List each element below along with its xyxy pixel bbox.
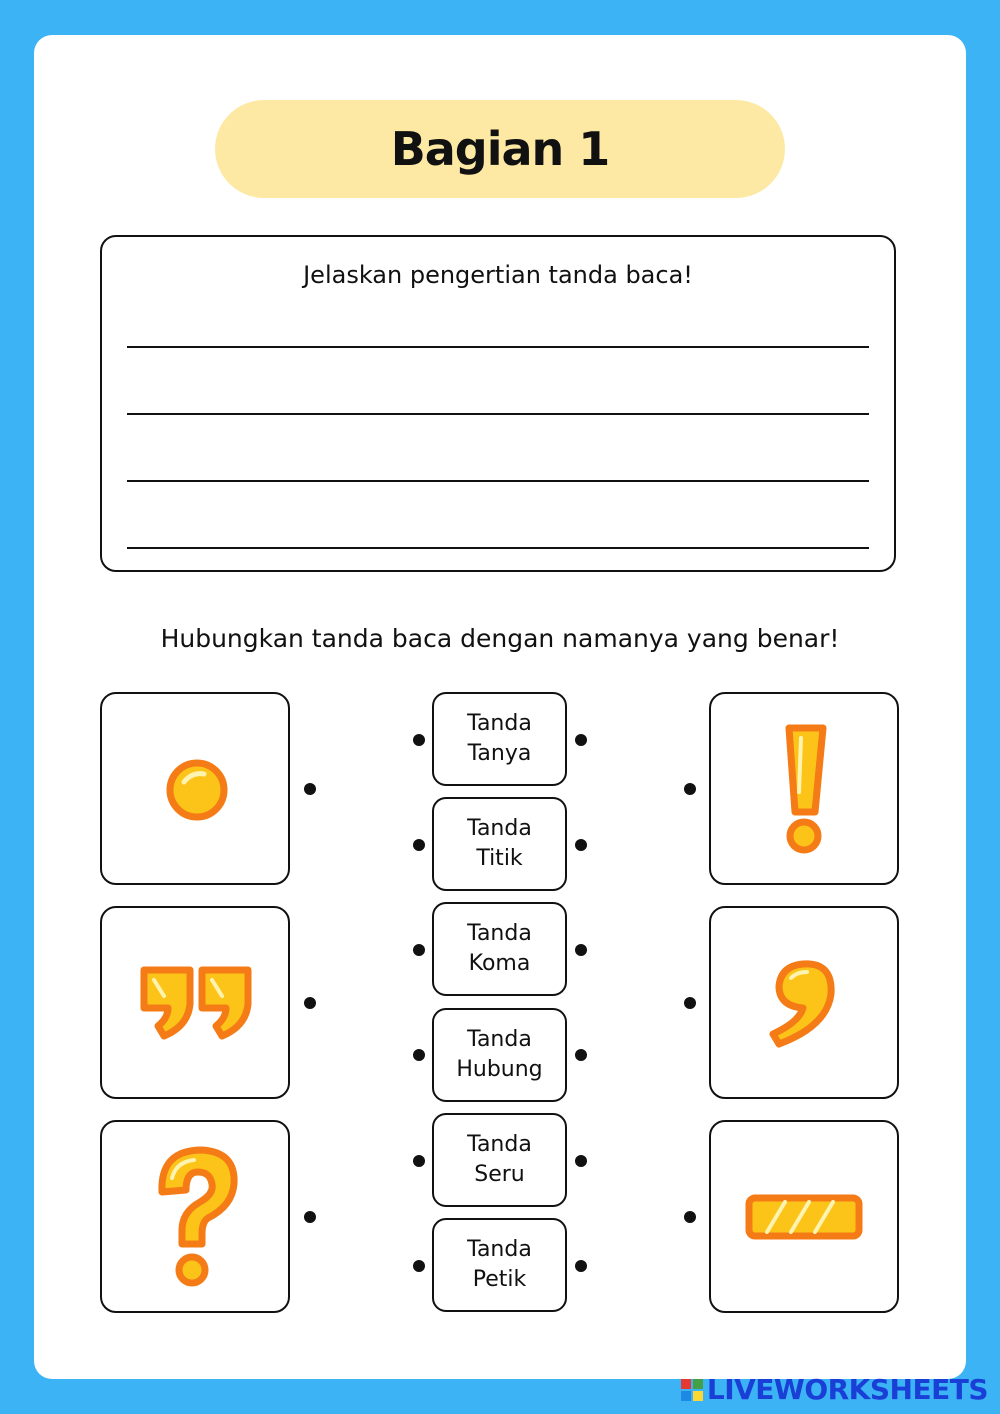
page-title: Bagian 1 — [390, 122, 610, 176]
connector-dot[interactable] — [575, 1049, 587, 1061]
label-text: Tanda Hubung — [456, 1027, 543, 1082]
connector-dot[interactable] — [575, 1155, 587, 1167]
label-card-tanda-petik[interactable] — [432, 1218, 567, 1312]
label-text: Tanda Seru — [467, 1132, 532, 1187]
symbol-card-period — [100, 692, 290, 885]
label-text: Tanda Tanya — [467, 711, 532, 766]
period-icon — [102, 694, 287, 882]
question-mark-icon — [102, 1122, 287, 1310]
question-box — [100, 235, 896, 572]
title-banner — [215, 100, 785, 198]
connector-dot[interactable] — [413, 839, 425, 851]
symbol-card-hyphen — [709, 1120, 899, 1313]
label-text: Tanda Titik — [467, 816, 532, 871]
symbol-card-quotation — [100, 906, 290, 1099]
connector-dot[interactable] — [575, 1260, 587, 1272]
symbol-card-question — [100, 1120, 290, 1313]
connector-dot[interactable] — [304, 997, 316, 1009]
question-text: Jelaskan pengertian tanda baca! — [303, 261, 693, 289]
connector-dot[interactable] — [304, 1211, 316, 1223]
label-card-tanda-koma[interactable] — [432, 902, 567, 996]
connector-dot[interactable] — [413, 1155, 425, 1167]
connector-dot[interactable] — [413, 734, 425, 746]
matching-instruction: Hubungkan tanda baca dengan namanya yang benar! — [160, 624, 840, 653]
brand-watermark — [681, 1373, 988, 1406]
symbol-card-exclamation — [709, 692, 899, 885]
hyphen-icon — [711, 1122, 896, 1310]
label-card-tanda-tanya[interactable] — [432, 692, 567, 786]
label-text: Tanda Petik — [467, 1237, 532, 1292]
liveworksheets-logo-icon — [681, 1379, 703, 1401]
connector-dot[interactable] — [413, 1260, 425, 1272]
quotation-mark-icon — [102, 908, 287, 1096]
label-card-tanda-titik[interactable] — [432, 797, 567, 891]
answer-line-2[interactable] — [127, 413, 869, 415]
connector-dot[interactable] — [684, 997, 696, 1009]
label-text: Tanda Koma — [467, 921, 532, 976]
symbol-card-comma — [709, 906, 899, 1099]
label-card-tanda-seru[interactable] — [432, 1113, 567, 1207]
exclamation-mark-icon — [711, 694, 896, 882]
connector-dot[interactable] — [413, 944, 425, 956]
connector-dot[interactable] — [684, 1211, 696, 1223]
answer-line-3[interactable] — [127, 480, 869, 482]
answer-line-4[interactable] — [127, 547, 869, 549]
label-card-tanda-hubung[interactable] — [432, 1008, 567, 1102]
connector-dot[interactable] — [575, 734, 587, 746]
comma-icon — [711, 908, 896, 1096]
connector-dot[interactable] — [684, 783, 696, 795]
connector-dot[interactable] — [575, 839, 587, 851]
connector-dot[interactable] — [413, 1049, 425, 1061]
connector-dot[interactable] — [575, 944, 587, 956]
answer-line-1[interactable] — [127, 346, 869, 348]
connector-dot[interactable] — [304, 783, 316, 795]
brand-name: LIVEWORKSHEETS — [706, 1373, 988, 1406]
